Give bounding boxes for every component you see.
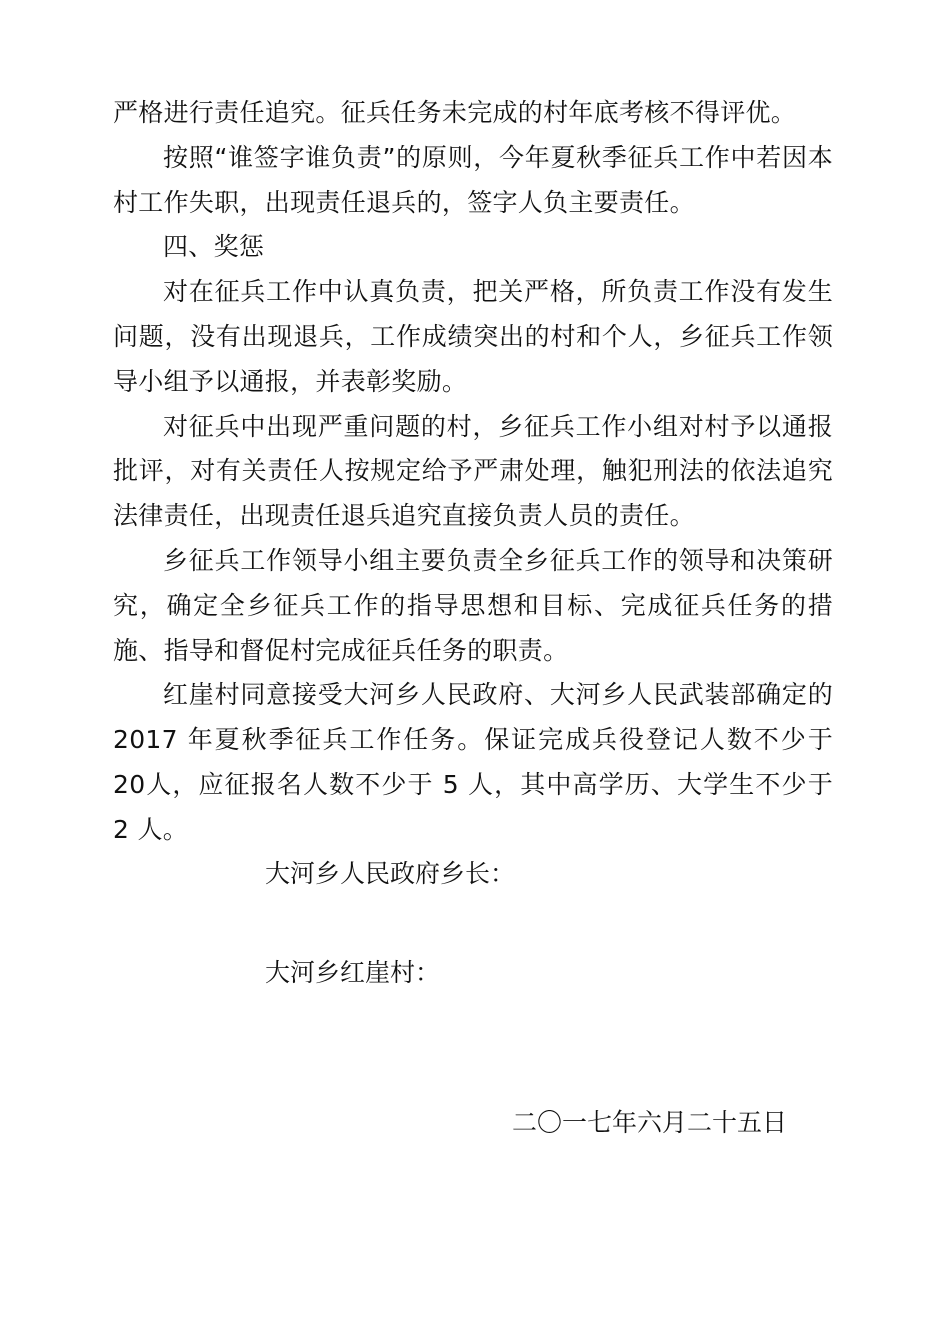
paragraph-rewards: 对在征兵工作中认真负责，把关严格，所负责工作没有发生问题，没有出现退兵，工作成绩突出的村和个人，乡征兵工作领导小组予以通报，并表彰奖励。 [113, 277, 833, 396]
paragraph-responsibility: 严格进行责任追究。征兵任务未完成的村年底考核不得评优。 [113, 98, 797, 127]
document-date: 二〇一七年六月二十五日 [512, 1108, 788, 1137]
signature-government-head: 大河乡人民政府乡长： [265, 859, 516, 888]
paragraph-penalties: 对征兵中出现严重问题的村，乡征兵工作小组对村予以通报批评，对有关责任人按规定给予严肃处理，触犯刑法的依法追究法律责任，出现责任退兵追究直接负责人员的责任。 [113, 411, 833, 531]
section-heading-rewards-penalties: 四、奖惩 [163, 232, 265, 262]
signature-village: 大河乡红崖村： [265, 958, 441, 987]
paragraph-village-agreement: 红崖村同意接受大河乡人民政府、大河乡人民武装部确定的2017 年夏秋季征兵工作任务。保证完成兵役登记人数不少于 20人，应征报名人数不少于 5 人，其中高学历、大学生不少于 2 人。 [113, 680, 833, 844]
document-body [113, 91, 833, 853]
paragraph-leadership-group: 乡征兵工作领导小组主要负责全乡征兵工作的领导和决策研究，确定全乡征兵工作的指导思想和目标、完成征兵任务的措施、指导和督促村完成征兵任务的职责。 [113, 545, 833, 665]
paragraph-signer-responsibility: 按照“谁签字谁负责”的原则，今年夏秋季征兵工作中若因本村工作失职，出现责任退兵的，签字人负主要责任。 [113, 142, 833, 217]
